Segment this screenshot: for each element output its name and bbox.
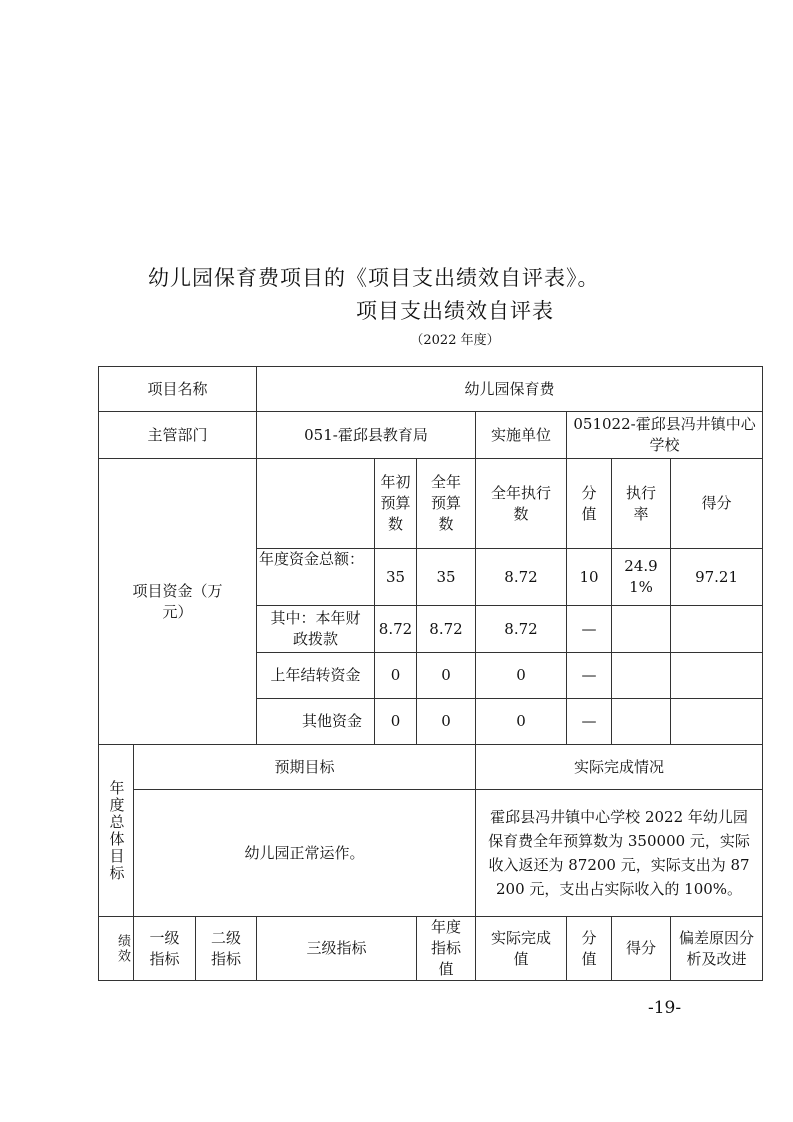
fund-executed: 8.72 xyxy=(476,606,567,653)
funds-header-row xyxy=(99,459,763,549)
fund-score-value: — xyxy=(567,606,612,653)
fund-name: 年度资金总额： xyxy=(257,549,375,606)
fund-score: 97.21 xyxy=(671,549,763,606)
actual-completion: 霍邱县冯井镇中心学校 2022 年幼儿园保育费全年预算数为 350000 元，实际收入返还为 87200 元，实际支出为 87200 元，支出占实际收入的 100%。 xyxy=(476,790,763,917)
fund-annual: 0 xyxy=(417,653,476,699)
fund-score-value: 10 xyxy=(567,549,612,606)
fund-initial: 8.72 xyxy=(375,606,417,653)
fund-name: 其中：本年财政拨款 xyxy=(257,606,375,653)
department-value: 051-霍邱县教育局 xyxy=(257,412,476,459)
page-number: -19- xyxy=(648,998,682,1018)
fund-executed: 0 xyxy=(476,699,567,745)
fund-executed: 0 xyxy=(476,653,567,699)
unit-value: 051022-霍邱县冯井镇中心学校 xyxy=(567,412,763,459)
project-name-value: 幼儿园保育费 xyxy=(257,367,763,412)
department-row xyxy=(99,412,763,459)
funds-label: 项目资金（万元） xyxy=(99,459,257,745)
fund-rate xyxy=(612,606,671,653)
fund-initial: 0 xyxy=(375,653,417,699)
fund-score xyxy=(671,699,763,745)
fund-annual: 0 xyxy=(417,699,476,745)
header-annual: 全年预算数 xyxy=(417,459,476,549)
actual-completion-header: 实际完成情况 xyxy=(476,745,763,790)
fund-initial: 35 xyxy=(375,549,417,606)
fund-name: 上年结转资金 xyxy=(257,653,375,699)
header-score: 得分 xyxy=(671,459,763,549)
fund-annual: 8.72 xyxy=(417,606,476,653)
intro-text: 幼儿园保育费项目的《项目支出绩效自评表》。 xyxy=(148,266,600,290)
performance-label: 绩效 xyxy=(99,917,134,981)
project-name-row xyxy=(99,367,763,412)
header-score-value: 分值 xyxy=(567,917,612,981)
header-target-value: 年度指标值 xyxy=(417,917,476,981)
table-title: 项目支出绩效自评表 xyxy=(356,299,554,323)
header-level1: 一级指标 xyxy=(134,917,196,981)
header-actual-value: 实际完成值 xyxy=(476,917,567,981)
fund-initial: 0 xyxy=(375,699,417,745)
fund-rate xyxy=(612,699,671,745)
header-initial: 年初预算数 xyxy=(375,459,417,549)
goals-row xyxy=(99,790,763,917)
fund-score-value: — xyxy=(567,653,612,699)
header-level3: 三级指标 xyxy=(257,917,417,981)
performance-header-row xyxy=(99,917,763,981)
fund-annual: 35 xyxy=(417,549,476,606)
self-evaluation-table xyxy=(98,366,763,981)
header-score: 得分 xyxy=(612,917,671,981)
fund-rate xyxy=(612,653,671,699)
fund-rate: 24.91% xyxy=(612,549,671,606)
fund-score xyxy=(671,653,763,699)
expected-goal-header: 预期目标 xyxy=(134,745,476,790)
fund-name: 其他资金 xyxy=(257,699,375,745)
department-label: 主管部门 xyxy=(99,412,257,459)
table-year: （2022 年度） xyxy=(410,333,500,348)
annual-goals-label: 年度总体目标 xyxy=(99,745,134,917)
unit-label: 实施单位 xyxy=(476,412,567,459)
fund-score-value: — xyxy=(567,699,612,745)
header-deviation: 偏差原因分析及改进 xyxy=(671,917,763,981)
blank-cell xyxy=(257,459,375,549)
header-executed: 全年执行数 xyxy=(476,459,567,549)
fund-executed: 8.72 xyxy=(476,549,567,606)
project-name-label: 项目名称 xyxy=(99,367,257,412)
header-score-value: 分值 xyxy=(567,459,612,549)
header-rate: 执行率 xyxy=(612,459,671,549)
fund-score xyxy=(671,606,763,653)
expected-goal: 幼儿园正常运作。 xyxy=(134,790,476,917)
goals-header-row xyxy=(99,745,763,790)
header-level2: 二级指标 xyxy=(196,917,257,981)
